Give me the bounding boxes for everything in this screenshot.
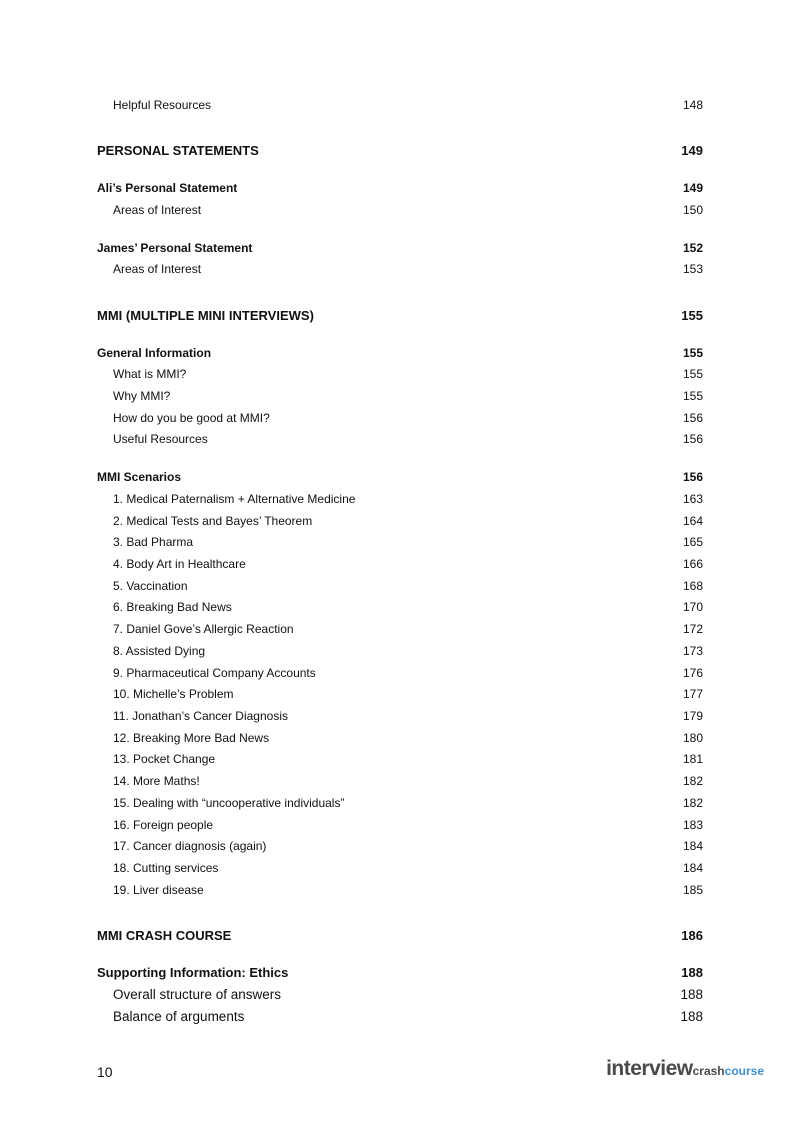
toc-page-number: 153 — [682, 262, 703, 276]
toc-subsection[interactable] — [97, 181, 703, 201]
toc-page-number: 149 — [681, 143, 703, 158]
toc-title: General Information — [97, 346, 212, 360]
toc-entry[interactable] — [113, 709, 703, 729]
toc-entry[interactable] — [113, 579, 703, 599]
interview-crash-course-logo — [606, 1057, 764, 1081]
toc-entry[interactable] — [113, 514, 703, 534]
toc-section[interactable] — [97, 143, 703, 163]
toc-entry[interactable] — [113, 666, 703, 686]
toc-entry[interactable] — [113, 535, 703, 555]
toc-entry[interactable] — [113, 687, 703, 707]
toc-entry[interactable] — [113, 644, 703, 664]
toc-subsection[interactable] — [97, 346, 703, 366]
toc-page-number: 152 — [682, 241, 703, 255]
toc-subsection[interactable] — [97, 241, 703, 261]
toc-page-number: 165 — [682, 535, 703, 549]
toc-subsection[interactable] — [97, 965, 703, 985]
toc-page-number: 173 — [682, 644, 703, 658]
toc-page-number: 163 — [682, 492, 703, 506]
toc-page-number: 150 — [682, 203, 703, 217]
toc-entry[interactable] — [113, 818, 703, 838]
toc-entry[interactable] — [113, 203, 703, 223]
toc-entry[interactable] — [113, 600, 703, 620]
toc-title: 15. Dealing with “uncooperative individuals” — [113, 796, 345, 810]
toc-subsection[interactable] — [97, 470, 703, 490]
toc-title: MMI CRASH COURSE — [97, 928, 232, 943]
toc-title: 14. More Maths! — [113, 774, 200, 788]
toc-title: James’ Personal Statement — [97, 241, 253, 255]
toc-entry[interactable] — [113, 774, 703, 794]
toc-page-number: 156 — [682, 470, 703, 484]
toc-entry[interactable] — [113, 796, 703, 816]
toc-entry[interactable] — [113, 492, 703, 512]
toc-title: Overall structure of answers — [113, 987, 282, 1002]
toc-title: Areas of Interest — [113, 262, 202, 276]
toc-title: Helpful Resources — [113, 98, 212, 112]
toc-page-number: 176 — [682, 666, 703, 680]
toc-title: Ali’s Personal Statement — [97, 181, 238, 195]
toc-page-number: 184 — [682, 839, 703, 853]
toc-page-number: 188 — [680, 987, 703, 1002]
toc-page-number: 168 — [682, 579, 703, 593]
toc-entry[interactable] — [113, 987, 703, 1007]
toc-entry[interactable] — [113, 839, 703, 859]
toc-entry[interactable] — [113, 411, 703, 431]
toc-title: 13. Pocket Change — [113, 752, 216, 766]
toc-page-number: 166 — [682, 557, 703, 571]
toc-page-number: 186 — [681, 928, 703, 943]
toc-page-number: 155 — [682, 389, 703, 403]
toc-page-number: 170 — [682, 600, 703, 614]
toc-section[interactable] — [97, 308, 703, 328]
toc-page-number: 181 — [682, 752, 703, 766]
toc-title: 10. Michelle’s Problem — [113, 687, 234, 701]
toc-title: Balance of arguments — [113, 1009, 245, 1024]
toc-page-number: 177 — [682, 687, 703, 701]
toc-title: 9. Pharmaceutical Company Accounts — [113, 666, 316, 680]
toc-entry[interactable] — [113, 1009, 703, 1029]
logo-main-text: interview — [606, 1057, 693, 1080]
toc-entry[interactable] — [113, 432, 703, 452]
toc-page-number: 164 — [682, 514, 703, 528]
toc-page-number: 155 — [682, 367, 703, 381]
toc-title: 12. Breaking More Bad News — [113, 731, 270, 745]
toc-page-number: 155 — [681, 308, 703, 323]
toc-entry[interactable] — [113, 731, 703, 751]
toc-entry[interactable] — [113, 557, 703, 577]
toc-title: Areas of Interest — [113, 203, 202, 217]
toc-page-number: 155 — [682, 346, 703, 360]
toc-page-number: 188 — [681, 965, 703, 980]
toc-title: 18. Cutting services — [113, 861, 219, 875]
toc-entry[interactable] — [113, 622, 703, 642]
toc-page-number: 182 — [682, 774, 703, 788]
toc-entry[interactable] — [113, 883, 703, 903]
toc-title: 2. Medical Tests and Bayes’ Theorem — [113, 514, 313, 528]
toc-title: Why MMI? — [113, 389, 171, 403]
toc-page-number: 179 — [682, 709, 703, 723]
toc-title: PERSONAL STATEMENTS — [97, 143, 259, 158]
toc-title: 5. Vaccination — [113, 579, 188, 593]
toc-title: 11. Jonathan’s Cancer Diagnosis — [113, 709, 288, 723]
toc-title: 8. Assisted Dying — [113, 644, 206, 658]
toc-title: MMI (MULTIPLE MINI INTERVIEWS) — [97, 308, 314, 323]
toc-entry[interactable] — [113, 98, 703, 118]
toc-entry[interactable] — [113, 262, 703, 282]
toc-entry[interactable] — [113, 861, 703, 881]
toc-page-number: 182 — [682, 796, 703, 810]
logo-course-text: course — [724, 1064, 764, 1078]
toc-entry[interactable] — [113, 389, 703, 409]
toc-page-number: 188 — [680, 1009, 703, 1024]
toc-title: What is MMI? — [113, 367, 187, 381]
toc-title: 7. Daniel Gove’s Allergic Reaction — [113, 622, 294, 636]
toc-entry[interactable] — [113, 367, 703, 387]
toc-title: 6. Breaking Bad News — [113, 600, 232, 614]
toc-title: 3. Bad Pharma — [113, 535, 194, 549]
toc-page-number: 180 — [682, 731, 703, 745]
toc-page-number: 184 — [682, 861, 703, 875]
toc-title: Supporting Information: Ethics — [97, 965, 289, 980]
toc-title: 17. Cancer diagnosis (again) — [113, 839, 267, 853]
page-number: 10 — [97, 1064, 113, 1080]
logo-crash-text: crash — [692, 1064, 725, 1078]
toc-title: 1. Medical Paternalism + Alternative Medicine — [113, 492, 356, 506]
toc-title: MMI Scenarios — [97, 470, 182, 484]
toc-page-number: 172 — [682, 622, 703, 636]
toc-page-number: 183 — [682, 818, 703, 832]
toc-title: How do you be good at MMI? — [113, 411, 270, 425]
toc-title: 19. Liver disease — [113, 883, 204, 897]
toc-page-number: 156 — [682, 411, 703, 425]
toc-page-number: 156 — [682, 432, 703, 446]
toc-title: Useful Resources — [113, 432, 208, 446]
toc-section[interactable] — [97, 928, 703, 948]
toc-title: 4. Body Art in Healthcare — [113, 557, 246, 571]
toc-page-number: 185 — [682, 883, 703, 897]
toc-page-number: 148 — [682, 98, 703, 112]
toc-page-number: 149 — [682, 181, 703, 195]
toc-title: 16. Foreign people — [113, 818, 214, 832]
toc-entry[interactable] — [113, 752, 703, 772]
